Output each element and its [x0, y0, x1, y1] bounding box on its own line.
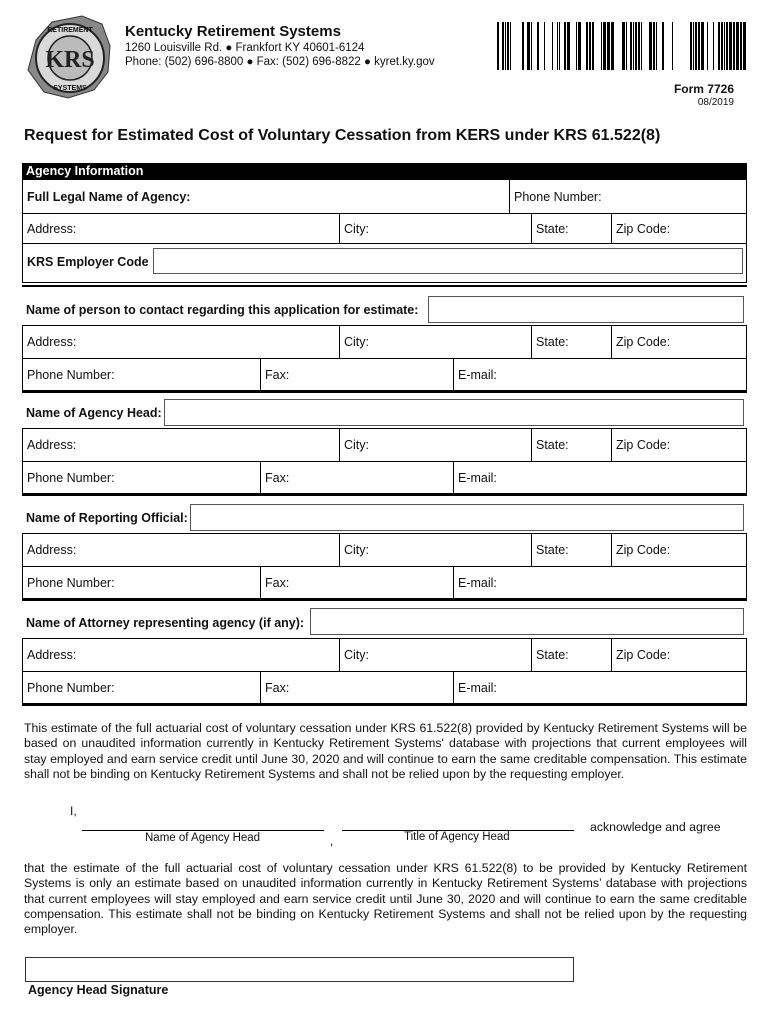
- section-divider: [22, 285, 747, 287]
- barcode-bar: [567, 22, 570, 70]
- barcode-bar: [672, 22, 673, 70]
- barcode-bar: [552, 22, 553, 70]
- agency-city-field[interactable]: City:: [339, 214, 531, 243]
- barcode-bar: [736, 22, 739, 70]
- agency-state-field[interactable]: State:: [531, 214, 611, 243]
- barcode-bar: [507, 22, 509, 70]
- barcode-bar: [607, 22, 610, 70]
- barcode-bar: [592, 22, 594, 70]
- contact-phone-row: [22, 358, 747, 391]
- agency-name-row: [22, 179, 747, 214]
- official-address-row: [22, 533, 747, 567]
- barcode-bar: [603, 22, 606, 70]
- svg-text:RETIREMENT: RETIREMENT: [47, 27, 93, 34]
- agency-head-label: Name of Agency Head:: [26, 406, 162, 420]
- head-email-field[interactable]: E-mail:: [453, 462, 746, 493]
- ack-paragraph: that the estimate of the full actuarial cost of voluntary cessation under KRS 61.522(8) to be provided by Kentucky Retirement Systems is only an estimate based on unaudited information currently in Kentucky Retirement Systems’ database with projections that current employees will stay employed and earn service credit until June 30, 2020 and will continue to earn the same creditable compensation. This estimate shall not be binding on Kentucky Retirement Systems and shall not be relied upon by the requesting employer.: [24, 861, 747, 937]
- contact-state-field[interactable]: State:: [531, 326, 611, 358]
- agency-name-field[interactable]: Full Legal Name of Agency:: [27, 189, 191, 204]
- barcode: [497, 22, 747, 70]
- barcode-bar: [564, 22, 566, 70]
- krs-logo: [22, 10, 114, 102]
- agency-address-field[interactable]: Address:: [27, 221, 77, 236]
- contact-zip-field[interactable]: Zip Code:: [611, 326, 746, 358]
- org-contact: Phone: (502) 696-8800 ● Fax: (502) 696-8822 ● kyret.ky.gov: [125, 56, 435, 68]
- contact-fax-field[interactable]: Fax:: [260, 359, 453, 390]
- head-zip-field[interactable]: Zip Code:: [611, 429, 746, 461]
- attorney-label: Name of Attorney representing agency (if any):: [26, 616, 305, 630]
- barcode-bar: [724, 22, 725, 70]
- barcode-bar: [662, 22, 664, 70]
- official-email-field[interactable]: E-mail:: [453, 567, 746, 598]
- barcode-bar: [557, 22, 558, 70]
- attorney-email-field[interactable]: E-mail:: [453, 672, 746, 703]
- attorney-city-field[interactable]: City:: [339, 639, 531, 671]
- head-state-field[interactable]: State:: [531, 429, 611, 461]
- barcode-bar: [690, 22, 692, 70]
- barcode-bar: [740, 22, 742, 70]
- barcode-bar: [586, 22, 588, 70]
- barcode-bar: [510, 22, 511, 70]
- employer-code-row: [22, 243, 747, 283]
- head-city-field[interactable]: City:: [339, 429, 531, 461]
- section-divider: [22, 391, 747, 393]
- signature-label: Agency Head Signature: [28, 983, 169, 997]
- barcode-bar: [641, 22, 642, 70]
- agency-head-input[interactable]: [164, 399, 744, 426]
- reporting-official-label: Name of Reporting Official:: [26, 511, 188, 525]
- attorney-phone-field[interactable]: Phone Number:: [27, 680, 115, 695]
- barcode-bar: [502, 22, 504, 70]
- attorney-zip-field[interactable]: Zip Code:: [611, 639, 746, 671]
- head-address-field[interactable]: Address:: [27, 438, 77, 452]
- agency-head-title-caption: Title of Agency Head: [404, 831, 510, 843]
- barcode-bar: [649, 22, 652, 70]
- barcode-bar: [729, 22, 732, 70]
- org-name: Kentucky Retirement Systems: [125, 23, 341, 40]
- official-phone-row: [22, 566, 747, 599]
- attorney-address-field[interactable]: Address:: [27, 648, 77, 662]
- barcode-bar: [701, 22, 704, 70]
- barcode-bar: [721, 22, 723, 70]
- official-zip-field[interactable]: Zip Code:: [611, 534, 746, 566]
- official-city-field[interactable]: City:: [339, 534, 531, 566]
- barcode-bar: [653, 22, 655, 70]
- attorney-fax-field[interactable]: Fax:: [260, 672, 453, 703]
- official-fax-field[interactable]: Fax:: [260, 567, 453, 598]
- section-divider: [22, 494, 747, 496]
- agency-address-row: [22, 213, 747, 244]
- barcode-bar: [531, 22, 532, 70]
- barcode-bar: [626, 22, 627, 70]
- contact-phone-field[interactable]: Phone Number:: [27, 367, 115, 382]
- barcode-bar: [505, 22, 506, 70]
- barcode-bar: [527, 22, 530, 70]
- svg-text:KRS: KRS: [45, 47, 95, 73]
- barcode-bar: [497, 22, 499, 70]
- section-divider: [22, 704, 747, 706]
- contact-address-field[interactable]: Address:: [27, 335, 77, 349]
- barcode-bar: [726, 22, 728, 70]
- barcode-bar: [638, 22, 640, 70]
- barcode-bar: [733, 22, 735, 70]
- barcode-bar: [695, 22, 697, 70]
- attorney-input[interactable]: [310, 608, 744, 635]
- head-fax-field[interactable]: Fax:: [260, 462, 453, 493]
- employer-code-input[interactable]: [153, 248, 743, 274]
- barcode-bar: [559, 22, 560, 70]
- barcode-bar: [656, 22, 657, 70]
- barcode-bar: [707, 22, 708, 70]
- official-address-field[interactable]: Address:: [27, 543, 77, 557]
- section-header-agency: Agency Information: [22, 163, 747, 180]
- official-phone-field[interactable]: Phone Number:: [27, 575, 115, 590]
- contact-address-row: [22, 325, 747, 359]
- barcode-bar: [743, 22, 746, 70]
- employer-code-label: KRS Employer Code: [27, 255, 149, 269]
- agency-phone-field[interactable]: Phone Number:: [509, 180, 746, 213]
- barcode-bar: [718, 22, 720, 70]
- agency-head-name-line[interactable]: [82, 830, 324, 831]
- official-state-field[interactable]: State:: [531, 534, 611, 566]
- barcode-bar: [633, 22, 634, 70]
- barcode-bar: [537, 22, 539, 70]
- head-phone-field[interactable]: Phone Number:: [27, 470, 115, 485]
- barcode-bar: [693, 22, 694, 70]
- agency-head-name-caption: Name of Agency Head: [145, 832, 261, 844]
- svg-text:SYSTEMS: SYSTEMS: [53, 85, 87, 92]
- section-divider: [22, 599, 747, 601]
- ack-agree-text: acknowledge and agree: [590, 820, 721, 834]
- agency-zip-field[interactable]: Zip Code:: [611, 214, 746, 243]
- contact-city-field[interactable]: City:: [339, 326, 531, 358]
- barcode-bar: [601, 22, 602, 70]
- barcode-bar: [630, 22, 632, 70]
- reporting-official-input[interactable]: [190, 504, 744, 531]
- page-title: Request for Estimated Cost of Voluntary Cessation from KERS under KRS 61.522(8): [24, 127, 661, 144]
- head-address-row: [22, 428, 747, 462]
- form-number: Form 7726: [673, 82, 734, 96]
- ack-i-label: I,: [70, 804, 77, 818]
- barcode-bar: [578, 22, 581, 70]
- barcode-bar: [544, 22, 545, 70]
- contact-name-input[interactable]: [428, 296, 744, 323]
- barcode-bar: [589, 22, 591, 70]
- barcode-bar: [576, 22, 577, 70]
- ack-comma: ,: [330, 836, 334, 848]
- signature-input[interactable]: [25, 957, 574, 982]
- barcode-bar: [622, 22, 625, 70]
- disclaimer-paragraph: This estimate of the full actuarial cost of voluntary cessation under KRS 61.522(8) provided by Kentucky Retirement Systems will be based on unaudited information currently in Kentucky Retirement Systems' database with projections that current employees will stay employed and earn service credit until June 30, 2020 and will continue to earn the same creditable compensation. This estimate shall not be binding on Kentucky Retirement Systems and shall not be relied upon by the requesting employer.: [24, 721, 747, 781]
- barcode-bar: [635, 22, 637, 70]
- barcode-bar: [698, 22, 700, 70]
- barcode-bar: [522, 22, 524, 70]
- barcode-bar: [713, 22, 714, 70]
- attorney-address-row: [22, 638, 747, 672]
- contact-email-field[interactable]: E-mail:: [453, 359, 746, 390]
- contact-name-label: Name of person to contact regarding this application for estimate:: [26, 303, 419, 317]
- barcode-bar: [611, 22, 614, 70]
- attorney-phone-row: [22, 671, 747, 704]
- org-address: 1260 Louisville Rd. ● Frankfort KY 40601-6124: [125, 42, 365, 54]
- attorney-state-field[interactable]: State:: [531, 639, 611, 671]
- form-date: 08/2019: [697, 97, 734, 108]
- head-phone-row: [22, 461, 747, 494]
